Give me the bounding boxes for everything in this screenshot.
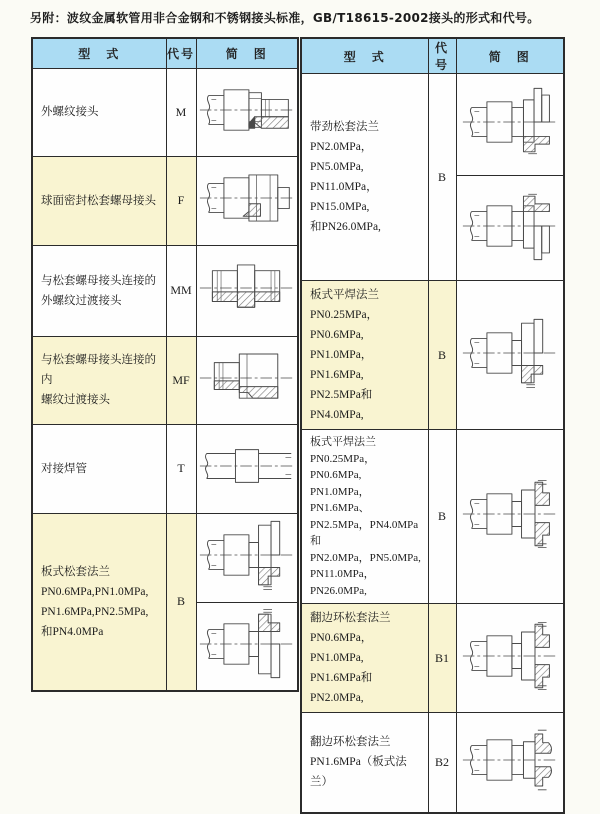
table-row — [301, 713, 564, 813]
type-line: 与松套螺母接头连接的 — [41, 274, 156, 287]
type-line: PN1.6MPa,PN2.5MPa, — [41, 605, 149, 618]
table-row — [301, 74, 564, 176]
type-line: 板式松套法兰 — [41, 565, 110, 578]
type-line: PN1.0MPa，PN1.6MPa, — [310, 349, 373, 381]
fitting-table-right — [300, 37, 565, 814]
type-line: 翻边环松套法兰 — [310, 736, 391, 749]
table-row — [32, 513, 298, 602]
type-line: 与松套螺母接头连接的内 — [41, 354, 156, 386]
type-line: PN2.0MPa，PN5.0MPa, — [310, 551, 421, 564]
butt-weld-pipe-diagram-icon — [196, 424, 298, 513]
type-line: PN11.0MPa，PN26.0MPa, — [310, 568, 375, 597]
type-line: PN1.6MPa和PN2.0MPa, — [310, 672, 373, 704]
type-line: PN0.6MPa,PN1.0MPa, — [41, 585, 149, 598]
code-cell: B — [428, 430, 456, 604]
plate-flange-up-diagram-icon — [196, 513, 298, 602]
type-line: 外螺纹接头 — [41, 106, 99, 118]
code-cell: B — [428, 281, 456, 430]
type-line: PN11.0MPa，PN15.0MPa, — [310, 181, 378, 213]
table-row — [301, 430, 564, 604]
type-line: 螺纹过渡接头 — [41, 394, 110, 406]
plate-flange-down-diagram-icon — [196, 602, 298, 691]
table-row — [32, 336, 298, 424]
lap-flange-sym-diagram-icon — [456, 604, 564, 713]
type-line: 球面密封松套螺母接头 — [41, 194, 156, 207]
header-row — [301, 38, 564, 74]
type-cell — [32, 156, 166, 245]
header-diagram-left: 简 图 — [196, 38, 298, 68]
table-row — [32, 68, 298, 156]
male-thread-fitting-diagram-icon — [196, 68, 298, 156]
table-row — [32, 424, 298, 513]
type-cell — [301, 281, 428, 430]
code-cell: B1 — [428, 604, 456, 713]
header-diagram-right: 简 图 — [456, 38, 564, 74]
type-line: PN0.25MPa，PN0.6MPa, — [310, 452, 376, 481]
type-line: PN1.0MPa，PN1.6MPa、 — [310, 485, 370, 514]
union-nut-fitting-diagram-icon — [196, 156, 298, 245]
type-cell — [301, 604, 428, 713]
code-cell: M — [166, 68, 196, 156]
type-cell — [32, 245, 166, 336]
header-code-right: 代号 — [428, 38, 456, 74]
type-line: 板式平焊法兰 — [310, 436, 376, 448]
type-line: 翻边环松套法兰 — [310, 612, 391, 624]
lap-flange-b2-diagram-icon — [456, 713, 564, 813]
type-line: 板式平焊法兰 — [310, 289, 379, 301]
table-row — [301, 604, 564, 713]
type-cell — [32, 68, 166, 156]
neck-flange-up-diagram-icon — [456, 74, 564, 176]
weld-flange-sym-diagram-icon — [456, 430, 564, 604]
type-cell — [301, 74, 428, 281]
type-line: 对接焊管 — [41, 462, 87, 475]
type-cell — [301, 713, 428, 813]
type-line: 和PN26.0MPa, — [310, 221, 381, 233]
type-line: PN0.6MPa，PN1.0MPa, — [310, 632, 373, 664]
header-type-right: 型 式 — [301, 38, 428, 74]
fitting-rows-left — [32, 68, 298, 691]
code-cell: B2 — [428, 713, 456, 813]
weld-flange-up-diagram-icon — [456, 281, 564, 430]
header-type-left: 型 式 — [32, 38, 166, 68]
type-line: PN2.5MPa，PN4.0MPa和 — [310, 518, 419, 547]
neck-flange-down-diagram-icon — [456, 176, 564, 281]
page-title: 另附：波纹金属软管用非合金钢和不锈钢接头标准，GB/T18615-2002接头的形式和代号。 — [30, 11, 540, 25]
table-row — [32, 156, 298, 245]
type-line: PN2.5MPa和PN4.0MPa, — [310, 389, 373, 421]
type-cell — [32, 336, 166, 424]
header-row — [32, 38, 298, 68]
code-cell: B — [428, 74, 456, 281]
type-cell — [301, 430, 428, 604]
code-cell: MF — [166, 336, 196, 424]
type-line: 带劲松套法兰 — [310, 121, 379, 133]
code-cell: F — [166, 156, 196, 245]
code-cell: MM — [166, 245, 196, 336]
fitting-table-left — [31, 37, 299, 692]
type-line: 外螺纹过渡接头 — [41, 294, 122, 307]
code-cell: B — [166, 513, 196, 691]
fitting-rows-right — [301, 74, 564, 813]
code-cell: T — [166, 424, 196, 513]
type-line: PN1.6MPa（板式法兰） — [310, 756, 407, 789]
header-code-left: 代号 — [166, 38, 196, 68]
table-row — [301, 281, 564, 430]
type-line: PN2.0MPa，PN5.0MPa, — [310, 141, 373, 173]
type-cell — [32, 513, 166, 691]
male-male-nipple-diagram-icon — [196, 245, 298, 336]
type-cell — [32, 424, 166, 513]
table-row — [32, 245, 298, 336]
type-line: 和PN4.0MPa — [41, 625, 104, 638]
male-female-nipple-diagram-icon — [196, 336, 298, 424]
type-line: PN0.25MPa，PN0.6MPa, — [310, 309, 379, 341]
